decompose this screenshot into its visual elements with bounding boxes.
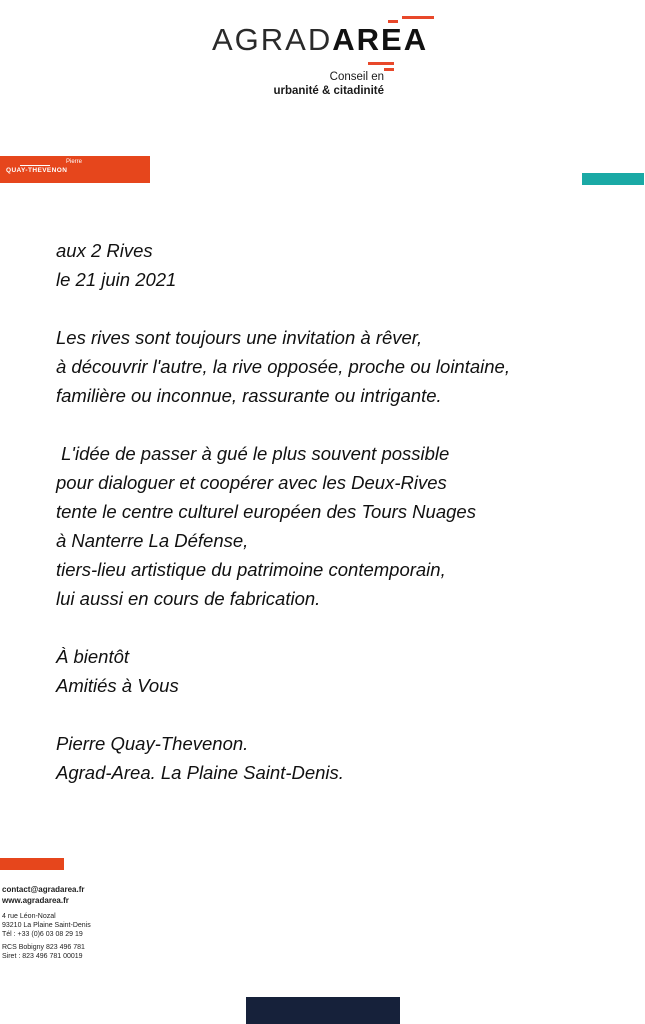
tagline-line-2: urbanité & citadinité	[273, 85, 384, 97]
logo-name-light: AGRAD	[212, 22, 333, 57]
letter-closing	[56, 642, 641, 700]
letter-line: Les rives sont toujours une invitation à rêver,	[56, 327, 423, 348]
author-first-name: Pierre	[65, 159, 82, 165]
author-last-name: QUAY-THEVENON	[6, 167, 68, 174]
letter-date: le 21 juin 2021	[56, 269, 177, 290]
footer-email-link[interactable]: contact@agradarea.fr	[2, 885, 85, 894]
footer-legal	[2, 943, 91, 961]
letter-line: Amitiés à Vous	[56, 675, 179, 696]
letter-paragraph-1	[56, 323, 641, 410]
letter-body	[56, 236, 641, 816]
footer-orange-bar	[0, 858, 64, 870]
letter-line: à Nanterre La Défense,	[56, 530, 249, 551]
tagline-line-1: Conseil en	[329, 71, 384, 83]
letter-line: pour dialoguer et coopérer avec les Deux-Rives	[56, 472, 447, 493]
signature-organization: Agrad-Area. La Plaine Saint-Denis.	[56, 762, 344, 783]
logo-tagline	[273, 70, 384, 98]
letter-line: à découvrir l'autre, la rive opposée, proche ou lointaine,	[56, 356, 510, 377]
letter-line: L'idée de passer à gué le plus souvent possible	[56, 443, 450, 464]
letter-line: lui aussi en cours de fabrication.	[56, 588, 321, 609]
letter-signature	[56, 729, 641, 787]
letter-line: À bientôt	[56, 646, 130, 667]
letter-line: tiers-lieu artistique du patrimoine contemporain,	[56, 559, 446, 580]
address-city: 93210 La Plaine Saint-Denis	[2, 922, 91, 929]
footer-website-link[interactable]: www.agradarea.fr	[2, 896, 69, 905]
legal-rcs: RCS Bobigny 823 496 781	[2, 944, 85, 951]
address-phone: Tél : +33 (0)6 03 08 29 19	[2, 931, 83, 938]
address-street: 4 rue Léon-Nozal	[2, 913, 56, 920]
logo-accent-mark	[384, 68, 394, 71]
letter-line: tente le centre culturel européen des Tours Nuages	[56, 501, 476, 522]
agradarea-logo	[212, 14, 434, 104]
letter-line: familière ou inconnue, rassurante ou intrigante.	[56, 385, 442, 406]
author-tag	[0, 156, 150, 183]
letter-header	[56, 236, 641, 294]
logo-accent-mark	[402, 16, 434, 19]
footer-address	[2, 912, 91, 939]
letter-addressee: aux 2 Rives	[56, 240, 153, 261]
bottom-navy-block	[246, 997, 400, 1024]
footer-contact	[2, 884, 91, 961]
signature-name: Pierre Quay-Thevenon.	[56, 733, 249, 754]
letter-paragraph-2	[56, 439, 641, 613]
logo-name-bold: AREA	[332, 22, 429, 57]
logo-wordmark	[212, 22, 428, 58]
legal-siret: Siret : 823 496 781 00019	[2, 953, 83, 960]
teal-accent-bar	[582, 173, 644, 185]
logo-accent-mark	[368, 62, 394, 65]
author-tag-rule	[20, 165, 50, 166]
